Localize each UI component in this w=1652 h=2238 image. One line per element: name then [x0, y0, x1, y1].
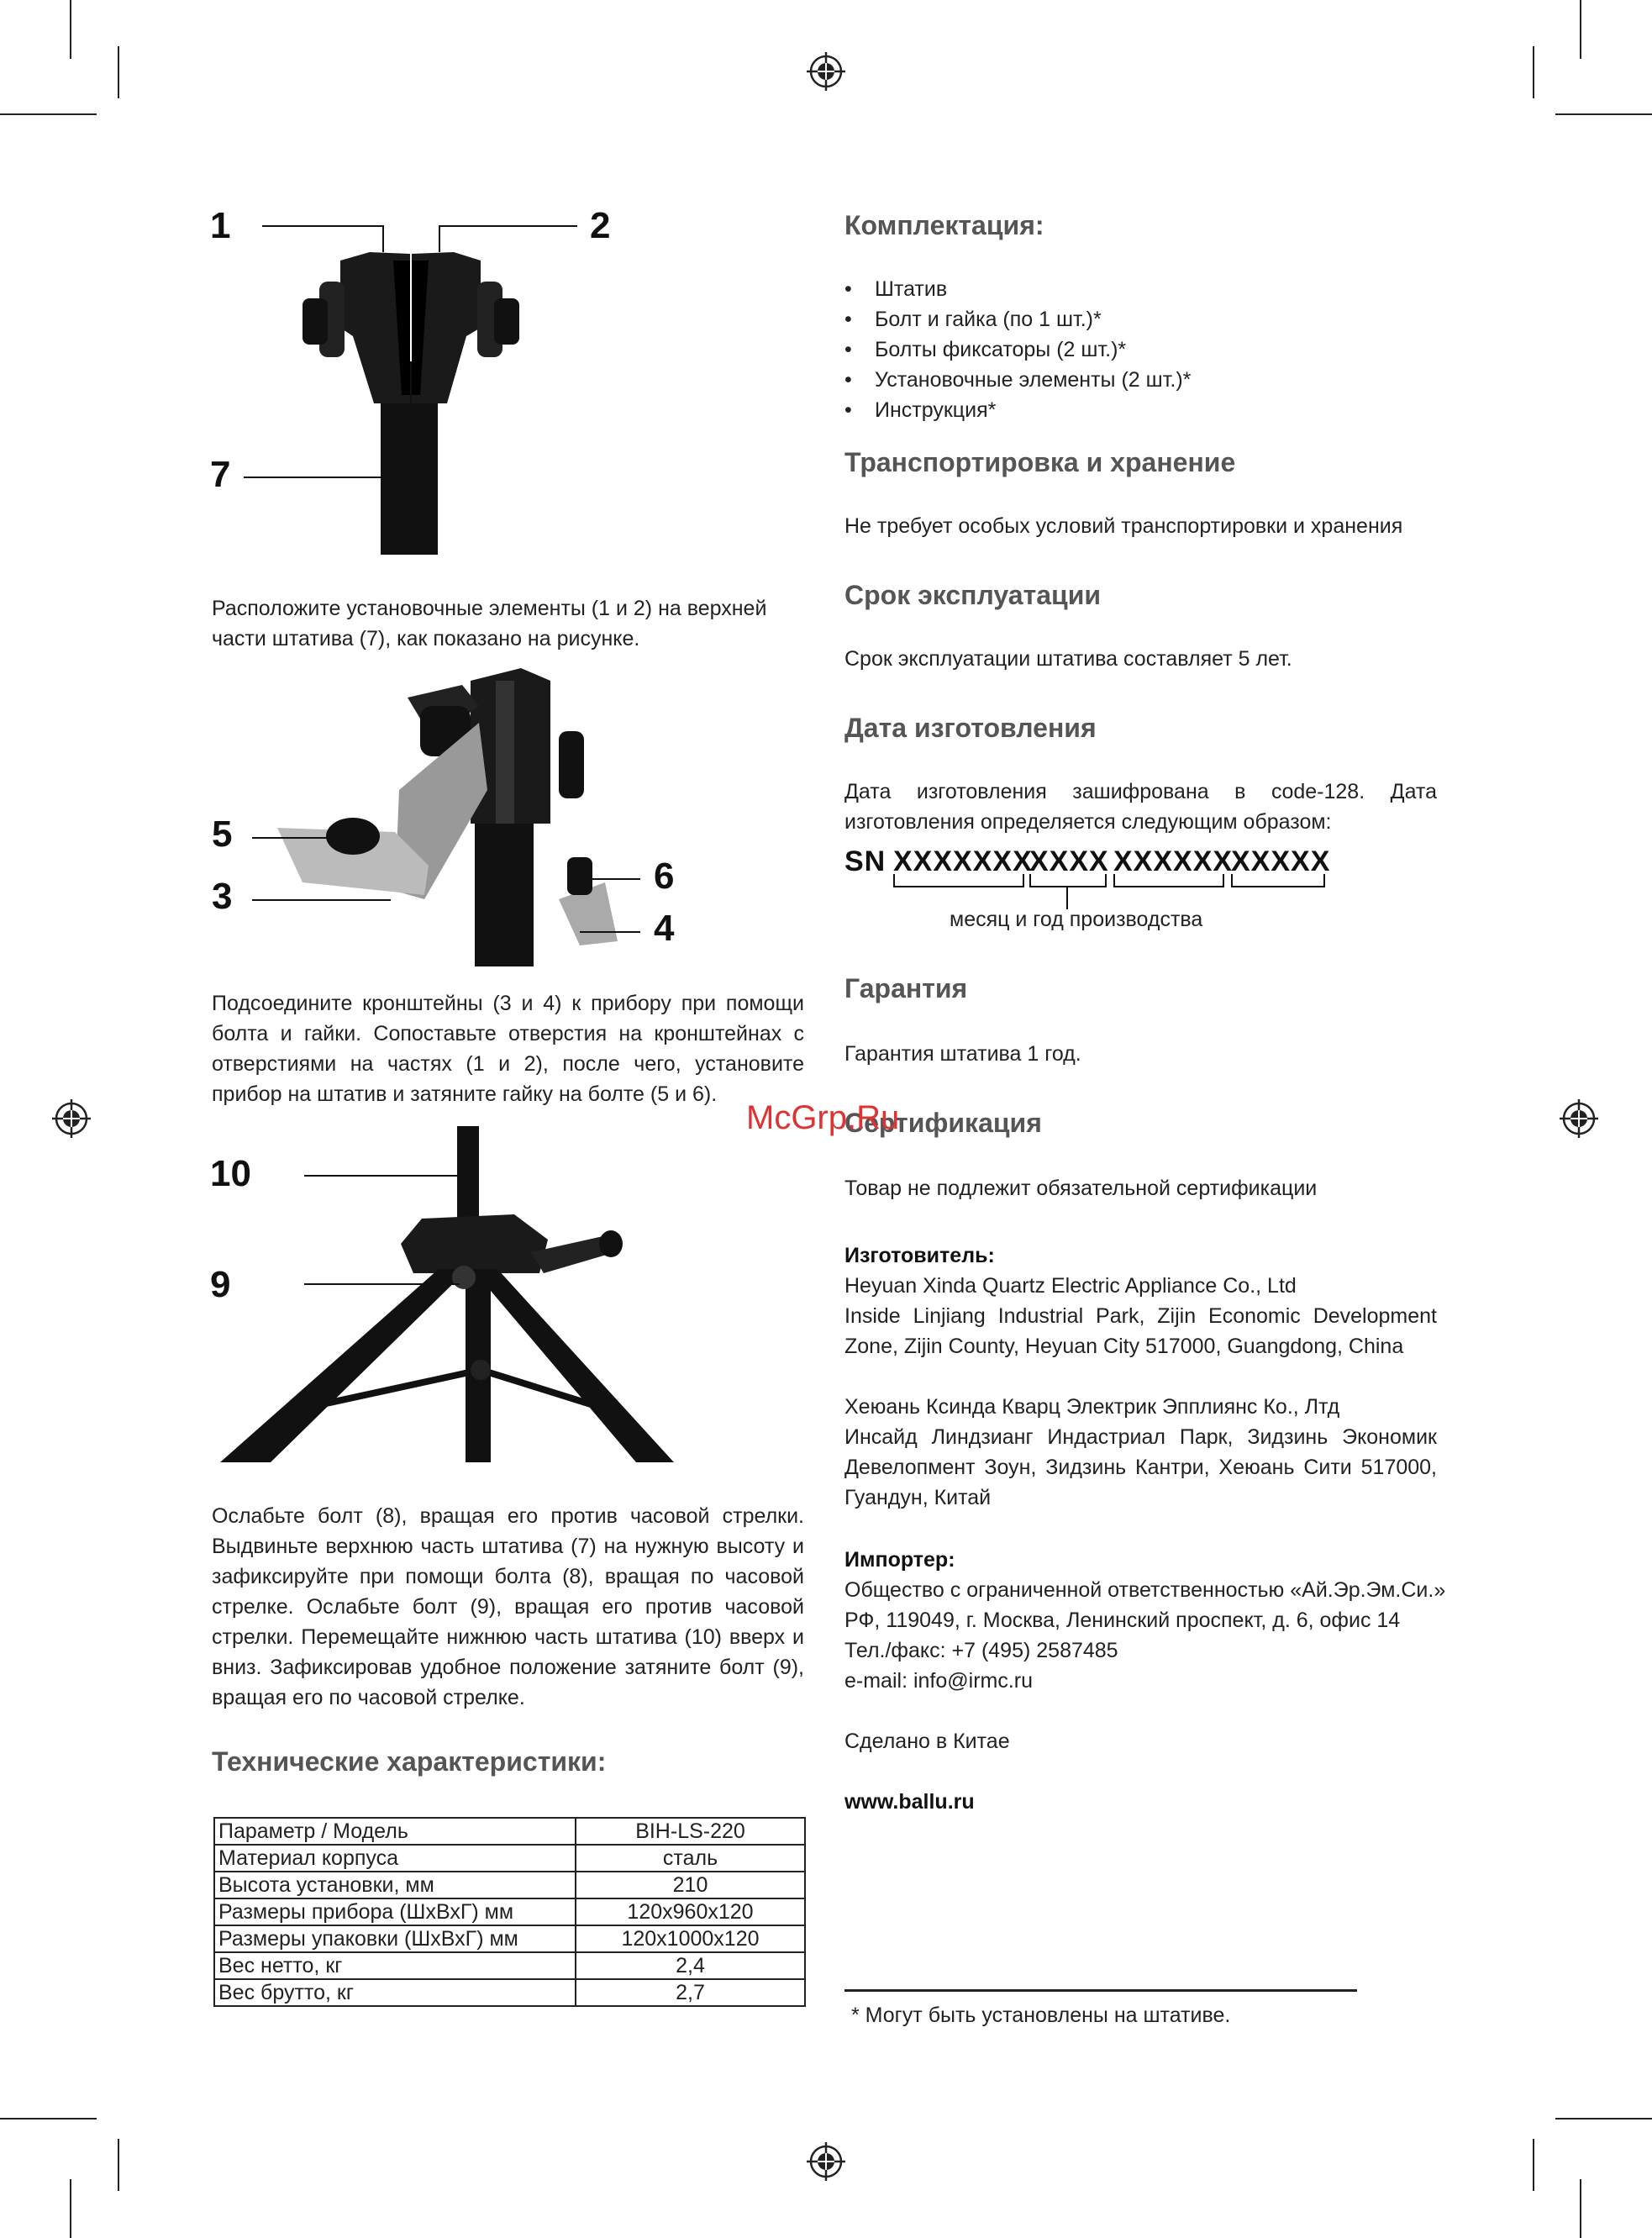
certification-text: Товар не подлежит обязательной сертификации [844, 1177, 1318, 1200]
callout-line [304, 1175, 476, 1177]
callout-line [382, 225, 384, 252]
importer-heading: Импортер: [844, 1548, 955, 1572]
manufacture-date-heading: Дата изготовления [844, 713, 1097, 743]
sn-bracket [1113, 874, 1224, 887]
registration-mark-icon [807, 2142, 845, 2181]
callout-label-10: 10 [210, 1153, 251, 1194]
table-cell: 2,4 [576, 1952, 805, 1979]
importer-name: Общество с ограниченной ответственностью «Ай.Эр.Эм.Си.» [844, 1578, 1446, 1602]
manufacturer-en-address: Inside Linjiang Industrial Park, Zijin Economic Development Zone, Zijin County, Heyuan City 517000, Guangdong, China [844, 1304, 1437, 1358]
caption-step-3: Ослабьте болт (8), вращая его против часовой стрелки. Выдвиньте верхнюю часть штатива (7) на нужную высоту и зафиксируйте при помощи болта (8), вращая по часовой стрелке. Ослабьте болт (9), вращая его против часовой стрелки. Перемещайте нижнюю часть штатива (10) вверх и вниз. Зафиксировав удобное положение затяните болт (9), вращая его по часовой стрелке. [212, 1504, 804, 1709]
tripod-base-illustration [220, 1126, 674, 1462]
callout-label-2: 2 [590, 205, 611, 246]
sn-bracket [1231, 874, 1325, 887]
registration-mark-icon [52, 1099, 91, 1138]
callout-line [304, 1283, 460, 1285]
footnote-text: * Могут быть установлены на штативе. [851, 2004, 1231, 2027]
transport-text: Не требует особых условий транспортировки и хранения [844, 514, 1403, 538]
crop-mark [70, 2179, 71, 2238]
table-row [214, 1845, 805, 1872]
manufacture-date-text: Дата изготовления зашифрована в code-128. Дата изготовления определяется следующим образом: [844, 780, 1437, 834]
callout-label-4: 4 [654, 908, 675, 949]
table-row [214, 1898, 805, 1925]
callout-line [262, 225, 384, 227]
importer-address: РФ, 119049, г. Москва, Ленинский проспект, д. 6, офис 14 [844, 1609, 1401, 1632]
table-cell: Вес нетто, кг [214, 1952, 576, 1979]
importer-phone: Тел./факс: +7 (495) 2587485 [844, 1639, 1118, 1662]
specs-table [213, 1817, 806, 2007]
list-item: • Инструкция* [844, 395, 1433, 425]
callout-label-7: 7 [210, 454, 231, 495]
callout-line [439, 225, 577, 227]
warranty-text: Гарантия штатива 1 год. [844, 1042, 1081, 1066]
table-row [214, 1925, 805, 1952]
list-item: • Болты фиксаторы (2 шт.)* [844, 334, 1433, 365]
manufacturer-ru-address: Инсайд Линдзианг Индастриал Парк, Зидзинь Экономик Девелопмент Зоун, Зидзинь Кантри, Хеюань Сити 517000, Гуандун, Китай [844, 1425, 1437, 1509]
warranty-heading: Гарантия [844, 973, 968, 1003]
callout-line [580, 878, 640, 880]
callout-label-1: 1 [210, 205, 231, 246]
table-cell: Параметр / Модель [214, 1818, 576, 1845]
lifetime-text: Срок эксплуатации штатива составляет 5 лет. [844, 647, 1292, 671]
manufacturer-en-name: Heyuan Xinda Quartz Electric Appliance Co., Ltd [844, 1274, 1297, 1298]
sn-prefix: SN [844, 845, 887, 877]
sn-caption: месяц и год производства [950, 908, 1203, 931]
table-cell: 210 [576, 1872, 805, 1898]
sn-group: XXXXX [1231, 845, 1331, 877]
list-item: • Болт и гайка (по 1 шт.)* [844, 304, 1433, 334]
website-link[interactable]: www.ballu.ru [844, 1790, 975, 1814]
registration-mark-icon [807, 52, 845, 91]
crop-mark [118, 2139, 119, 2191]
bracket-assembly-illustration [269, 664, 639, 966]
table-cell: Размеры прибора (ШхВхГ) мм [214, 1898, 576, 1925]
crop-mark [1580, 0, 1581, 59]
table-cell: BIH-LS-220 [576, 1818, 805, 1845]
sn-bracket [893, 874, 1024, 887]
crop-mark [70, 0, 71, 59]
crop-mark [1555, 2118, 1652, 2120]
crop-mark [1580, 2179, 1581, 2238]
crop-mark [1533, 2139, 1534, 2191]
table-cell: Вес брутто, кг [214, 1979, 576, 2006]
importer-email: e-mail: info@irmc.ru [844, 1669, 1034, 1693]
sn-group: XXXXXXX [893, 845, 1033, 877]
sn-group: XXXXXX [1113, 845, 1234, 877]
manufacturer-heading: Изготовитель: [844, 1244, 995, 1267]
callout-line [244, 477, 382, 478]
table-cell: 120х960х120 [576, 1898, 805, 1925]
callout-label-6: 6 [654, 856, 675, 897]
callout-line [580, 931, 640, 933]
callout-line [252, 837, 340, 839]
sn-bracket [1029, 874, 1107, 887]
crop-mark [1533, 46, 1534, 98]
footnote-divider [844, 1989, 1357, 1992]
table-cell: сталь [576, 1845, 805, 1872]
table-row [214, 1952, 805, 1979]
kit-list [844, 274, 1433, 425]
certification-heading: Сертификация [844, 1108, 1042, 1138]
table-cell: 120х1000х120 [576, 1925, 805, 1952]
tripod-top-illustration [294, 235, 529, 555]
crop-mark [0, 113, 97, 115]
caption-step-2: Подсоедините кронштейны (3 и 4) к прибору при помощи болта и гайки. Сопоставьте отверстия на кронштейнах с отверстиями на частях (1 и 2), после чего, установите прибор на штатив и затяните гайку на болте (5 и 6). [212, 992, 804, 1106]
specs-heading: Технические характеристики: [212, 1746, 607, 1777]
kit-heading: Комплектация: [844, 210, 1044, 240]
transport-heading: Транспортировка и хранение [844, 447, 1236, 477]
table-cell: Размеры упаковки (ШхВхГ) мм [214, 1925, 576, 1952]
crop-mark [0, 2118, 97, 2120]
made-in-text: Сделано в Китае [844, 1730, 1010, 1753]
callout-line [252, 899, 391, 901]
lifetime-heading: Срок эксплуатации [844, 580, 1102, 610]
callout-label-3: 3 [212, 876, 233, 917]
manufacturer-ru-name: Хеюань Ксинда Кварц Электрик Эпплиянс Ко., Лтд [844, 1395, 1340, 1419]
table-cell: Материал корпуса [214, 1845, 576, 1872]
table-cell: 2,7 [576, 1979, 805, 2006]
caption-step-1: Расположите установочные элементы (1 и 2) на верхней части штатива (7), как показано на рисунке. [212, 597, 767, 650]
table-row [214, 1872, 805, 1898]
table-row [214, 1818, 805, 1845]
table-row [214, 1979, 805, 2006]
registration-mark-icon [1560, 1099, 1598, 1138]
crop-mark [118, 46, 119, 98]
callout-label-9: 9 [210, 1264, 231, 1305]
callout-label-5: 5 [212, 814, 233, 855]
list-item: • Установочные элементы (2 шт.)* [844, 365, 1433, 395]
list-item: • Штатив [844, 274, 1433, 304]
sn-group: XXXX [1029, 845, 1109, 877]
crop-mark [1555, 113, 1652, 115]
table-cell: Высота установки, мм [214, 1872, 576, 1898]
watermark: McGrp.Ru [746, 1099, 900, 1136]
callout-line [439, 225, 440, 252]
